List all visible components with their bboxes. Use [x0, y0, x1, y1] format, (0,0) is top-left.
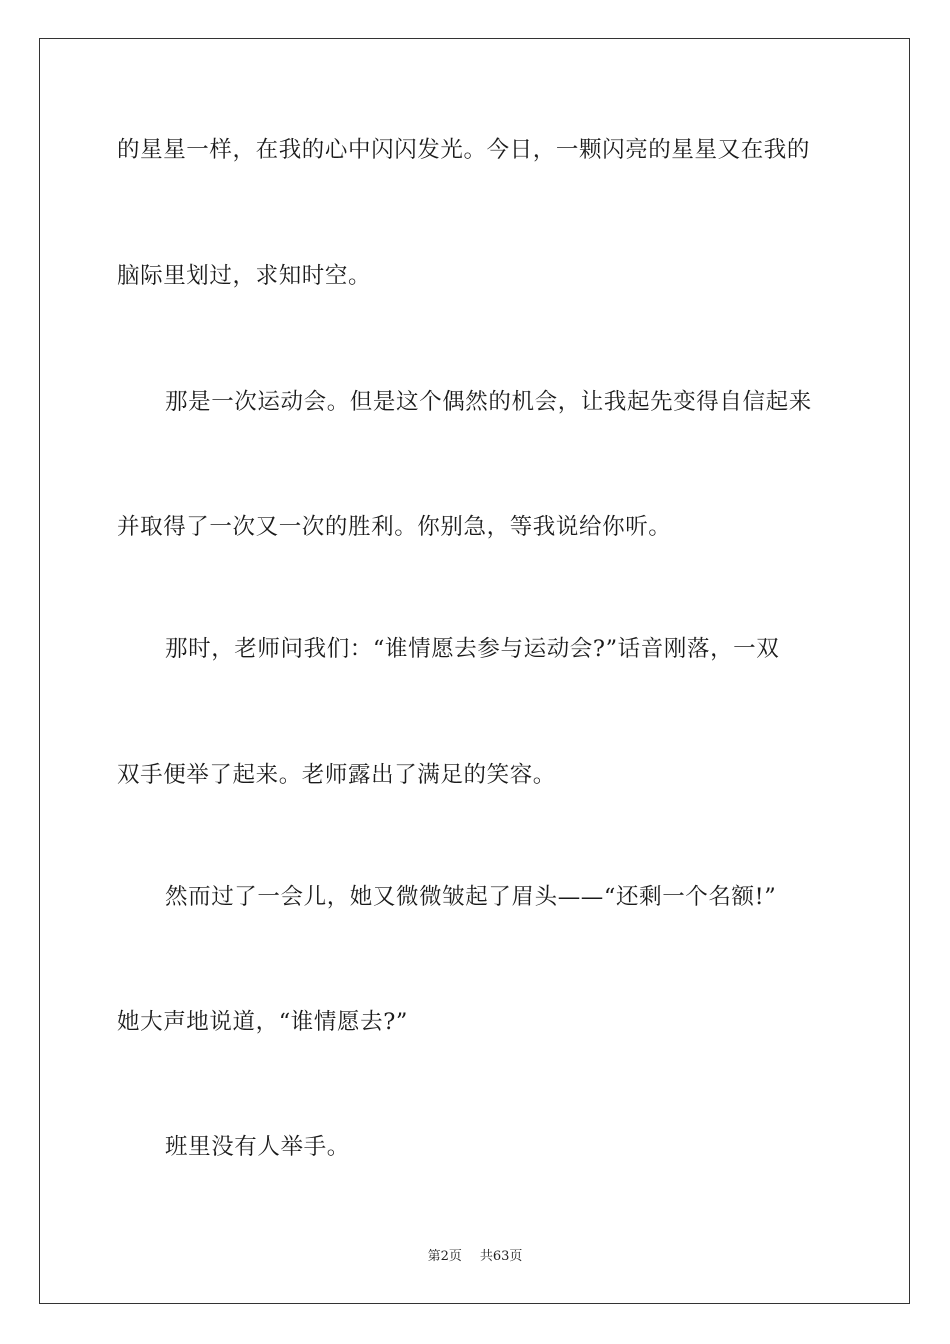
text-line: 并取得了一次又一次的胜利。你别急，等我说给你听。 — [117, 514, 672, 540]
page-footer — [0, 1248, 950, 1266]
page-border — [39, 38, 910, 1304]
text-line: 脑际里划过，求知时空。 — [117, 263, 372, 289]
text-line: 班里没有人举手。 — [165, 1134, 350, 1160]
text-line: 的星星一样，在我的心中闪闪发光。今日，一颗闪亮的星星又在我的 — [117, 137, 811, 163]
text-line: 那时，老师问我们：“谁情愿去参与运动会?”话音刚落，一双 — [165, 636, 780, 662]
page-total: 共63页 — [479, 1249, 523, 1264]
page-number: 第2页 — [427, 1249, 462, 1264]
text-line: 那是一次运动会。但是这个偶然的机会，让我起先变得自信起来 — [165, 389, 812, 415]
text-line: 然而过了一会儿，她又微微皱起了眉头——“还剩一个名额!” — [165, 884, 777, 910]
text-line: 她大声地说道，“谁情愿去?” — [117, 1009, 408, 1035]
text-line: 双手便举了起来。老师露出了满足的笑容。 — [117, 762, 556, 788]
